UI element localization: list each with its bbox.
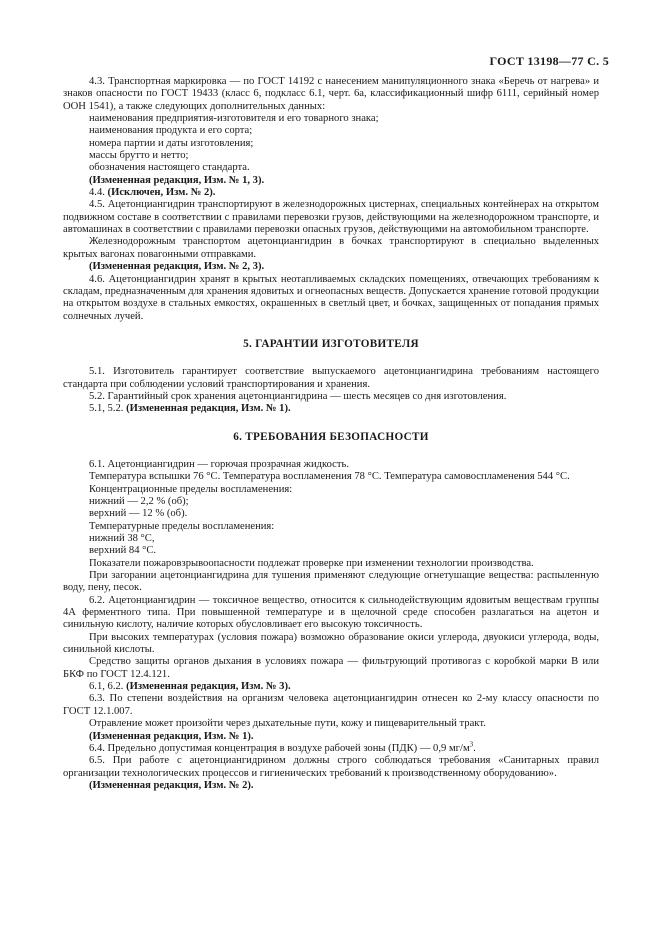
list-item: нижний 38 °С, xyxy=(89,533,155,544)
para-5-1: 5.1. Изготовитель гарантирует соответствие выпускаемого ацетонциангидрина требованиям настоящего стандарта при соблюдении условий транспортирования и хранения. xyxy=(63,366,599,390)
list-item: нижний — 2,2 % (об); xyxy=(89,495,189,507)
list-item: Концентрационные пределы воспламенения: xyxy=(89,483,293,495)
amendment-note: (Измененная редакция, Изм. № 2). xyxy=(89,779,254,791)
list-item: Температурные пределы воспламенения: xyxy=(89,520,275,532)
para-6-1-temps: Температура вспышки 76 °С. Температура воспламенения 78 °С. Температура самовоспламенения 544 °С. xyxy=(89,471,570,483)
para-6-4-text: 6.4. Предельно допустимая концентрация в воздухе рабочей зоны (ПДК) — 0,9 мг/м xyxy=(89,742,470,754)
para-6-1-fire-indices: Показатели пожаровзрывоопасности подлежат проверке при изменении технологии производства. xyxy=(89,557,534,569)
para-4-4 xyxy=(63,187,599,199)
para-6-3-poisoning: Отравление может произойти через дыхательные пути, кожу и пищеварительный тракт. xyxy=(89,718,486,730)
para-6-2-protection: Средство защиты органов дыхания в условиях пожара — фильтрующий противогаз с коробкой марки В или БКФ по ГОСТ 12.4.121. xyxy=(63,656,599,680)
para-6-1: 6.1. Ацетонциангидрин — горючая прозрачная жидкость. xyxy=(89,458,349,470)
section-heading-6: 6. ТРЕБОВАНИЯ БЕЗОПАСНОСТИ xyxy=(233,430,429,443)
para-5-1-5-2 xyxy=(63,403,599,415)
para-4-3: 4.3. Транспортная маркировка — по ГОСТ 14192 с нанесением манипуляционного знака «Беречь от нагрева» и знаков опасности по ГОСТ 19433 (класс 6, подкласс 6.1, черт. 6а, классификационный шифр 6111, серийный номер ООН 1541), а также следующих дополнительных данных: xyxy=(63,76,599,112)
amendment-note: (Измененная редакция, Изм. № 1). xyxy=(89,730,254,742)
page-header: ГОСТ 13198—77 С. 5 xyxy=(489,54,609,68)
amendment-note: (Измененная редакция, Изм. № 2, 3). xyxy=(89,261,265,273)
para-4-5-rail: Железнодорожным транспортом ацетонциангидрин в бочках транспортируют в специально выделенных крытых вагонах повагонными отправками. xyxy=(63,236,599,260)
period: . xyxy=(473,742,476,754)
section-heading-5: 5. ГАРАНТИИ ИЗГОТОВИТЕЛЯ xyxy=(243,337,419,350)
list-item: обозначения настоящего стандарта. xyxy=(89,162,250,174)
para-6-2-high-temp: При высоких температурах (условия пожара) возможно образование окиси углерода, двуокиси углерода, воды, синильной кислоты. xyxy=(63,631,599,656)
superscript: 3 xyxy=(469,740,474,749)
para-6-2: 6.2. Ацетонциангидрин — токсичное вещество, относится к сильнодействующим ядовитым веществам группы 4А ферментного типа. При повышенной температуре и в щелочной среде способен разлагаться на ацетон и синильную кислоту, наличие которых обусловливает его высокую токсичность. xyxy=(63,594,599,631)
list-item: номера партии и даты изготовления; xyxy=(89,137,254,149)
para-5-2: 5.2. Гарантийный срок хранения ацетонциангидрина — шесть месяцев со дня изготовления. xyxy=(89,390,507,402)
para-6-3: 6.3. По степени воздействия на организм человека ацетонциангидрин отнесен ко 2-му классу опасности по ГОСТ 12.1.007. xyxy=(63,693,599,717)
para-4-5: 4.5. Ацетонциангидрин транспортируют в железнодорожных цистернах, специальных контейнерах на открытом подвижном составе в соответствии с правилами перевозки грузов, действующими на железнодорожном транспорте, и автомашинах в соответствии с правилами перевозки опасных грузов, действующими на автомобильном транспорте. xyxy=(63,199,599,236)
para-number: 5.1, 5.2. xyxy=(89,403,124,415)
list-item: наименования предприятия-изготовителя и его товарного знака; xyxy=(89,113,379,125)
para-number: 6.1, 6.2. xyxy=(89,681,124,693)
list-item: верхний 84 °С. xyxy=(89,545,157,557)
para-4-6: 4.6. Ацетонциангидрин хранят в крытых неотапливаемых складских помещениях, отвечающих требованиям к складам, предназначенным для хранения ядовитых и огнеопасных веществ. Допускается хранение готовой продукции на открытом воздухе в стальных емкостях, окрашенных в светлый цвет, и бочках, защищенных от попадания прямых солнечных лучей. xyxy=(63,273,599,322)
para-6-1-extinguish: При загорании ацетонциангидрина для тушения применяют следующие огнетушащие вещества: распыленную воду, пену, песок. xyxy=(63,570,599,594)
list-item: наименования продукта и его сорта; xyxy=(89,125,253,137)
amendment-note: (Измененная редакция, Изм. № 3). xyxy=(126,681,291,693)
amendment-note: (Измененная редакция, Изм. № 1, 3). xyxy=(89,174,265,186)
amendment-note: (Исключен, Изм. № 2). xyxy=(107,187,216,199)
document-body xyxy=(63,76,599,792)
para-number: 4.4. xyxy=(89,187,105,199)
list-item: массы брутто и нетто; xyxy=(89,150,189,162)
list-item: верхний — 12 % (об). xyxy=(89,508,188,520)
para-6-5: 6.5. При работе с ацетонциангидрином должны строго соблюдаться требования «Санитарных правил организации технологических процессов и гигиенических требований к производственному оборудованию». xyxy=(63,755,599,779)
para-6-1-6-2 xyxy=(63,681,599,693)
para-6-4 xyxy=(63,740,599,755)
amendment-note: (Измененная редакция, Изм. № 1). xyxy=(126,403,291,415)
